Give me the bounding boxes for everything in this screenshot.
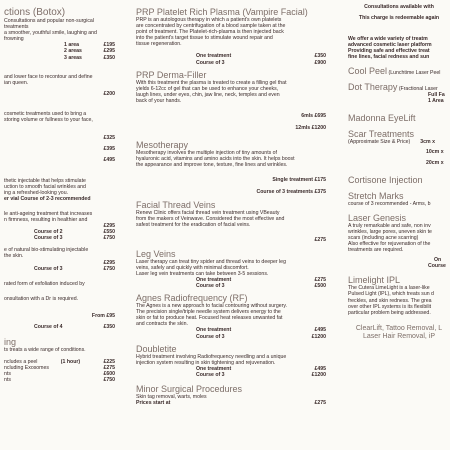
leg-text: Laser therapy can treat tiny spider and thread veins to deeper leg — [136, 258, 286, 265]
leg-price-row: One treatment £275 — [196, 276, 326, 283]
prp-text: are concentrated by centrifugation of a blood sample taken at the — [136, 23, 286, 30]
anti-ageing-price-row: Course of 2 £550 — [34, 229, 115, 236]
dot-therapy-row — [348, 82, 450, 92]
leg-price-row: Course of 3 £500 — [196, 282, 326, 289]
limelight-text: The Cutera LimeLight is a laser-like — [348, 285, 430, 292]
limelight-text: Pulsed Light (IPL), which treats sun d — [348, 291, 434, 298]
doubletite-heading: Doubletite — [136, 343, 177, 354]
leg-veins-heading: Leg Veins — [136, 248, 176, 259]
botox-intro-1: Consultations and popular non-surgical treatments — [4, 18, 94, 31]
from-price: From £95 — [91, 313, 115, 320]
hyaluronic-text-1: thetic injectable that helps stimulate — [4, 177, 86, 184]
lower-face-text-2: ian queen. — [4, 79, 29, 86]
offer-line: fine lines, facial redness and sun — [348, 53, 430, 60]
cosmetic-price: £325 — [103, 134, 115, 141]
agnes-price-row: Course of 3 £1200 — [196, 333, 326, 340]
derma-text: laugh lines, under eyes, chin, jaw line, neck, temples and even — [136, 91, 280, 98]
footer-line: ClearLift, Tattoo Removal, L — [355, 324, 443, 332]
dot-option: Full Fa — [428, 92, 445, 99]
agnes-text: The precision single/triple needle system delivers energy to the — [136, 309, 281, 316]
madonna-heading: Madonna EyeLift — [348, 113, 416, 124]
genesis-text: Also effective for rejuvenation of the — [348, 240, 431, 247]
doubletite-text: injection system resulting in skin tightening and rejuvenation. — [136, 359, 276, 366]
agnes-price-row: One treatment £495 — [196, 327, 326, 334]
cortisone-heading: Cortisone Injection — [348, 174, 423, 185]
meso-price: Course of 3 treatments £375 — [256, 188, 326, 195]
meso-price: Single treatment £175 — [272, 177, 326, 184]
agnes-text: The Agnes is a new approach to facial contouring without surgery. — [136, 303, 288, 310]
mesotherapy-heading: Mesotherapy — [136, 139, 189, 150]
limelight-text: freckles, and skin redness. The grea — [348, 297, 432, 304]
dot-therapy-sub: (Fractional Laser — [398, 86, 438, 93]
anti-ageing-text-1: le anti-ageing treatment that increases — [4, 210, 93, 217]
genesis-option: Course — [428, 263, 446, 270]
derma-text: yields 6-12cc of gel that can be used to enhance your cheeks, — [136, 85, 279, 92]
peel-price-row: ncluding Exosomes £275 — [4, 364, 115, 371]
veins-text: Renew Clinic offers facial thread vein treatment using VBeauty — [136, 209, 280, 216]
consultation-note: onsultation with a Dr is required. — [4, 295, 79, 302]
lower-face-text-1: and lower face to recontour and define — [4, 73, 93, 80]
derma-text: With this treatment the plasma is treated to create a filling gel that — [136, 79, 287, 86]
meso-text: the appearance and improve tone, texture, fine lines and wrinkles. — [136, 161, 288, 168]
anti-ageing-price-row: £295 — [103, 223, 115, 230]
veins-text: from the makers of Veinwave. Considered the most effective and — [136, 215, 285, 222]
peel-price-row: ncludes a peel (1 hour) £225 — [4, 358, 115, 365]
hyaluronic-text-3: ing a refreshed-looking you. — [4, 189, 69, 196]
offer-line: We offer a wide variety of treatm — [348, 35, 428, 42]
laser-genesis-heading: Laser Genesis — [348, 212, 407, 223]
leg-text: Laser leg vein treatments can take between 3-5 sessions. — [136, 270, 269, 277]
anti-ageing-text-2: n firmness, resulting in healthier and — [4, 217, 88, 223]
anti-ageing-price-row: Course of 3 £750 — [34, 235, 115, 242]
limelight-text: particular problem being addressed. — [348, 309, 431, 316]
offer-line: advanced cosmetic laser platform — [348, 41, 432, 48]
course4-price-row: Course of 4 £350 — [34, 324, 115, 331]
limelight-text: over other IPL systems is its flexibilit — [348, 303, 432, 310]
biostim-price-row: Course of 3 £750 — [34, 265, 115, 272]
derma-price: 6mls £695 — [301, 113, 326, 120]
cosmetic-price: £395 — [103, 145, 115, 152]
genesis-text: wrinkles, large pores, uneven skin te — [348, 228, 432, 235]
thread-veins-heading: Facial Thread Veins — [136, 199, 216, 210]
cool-peel-sub: (Lunchtime Laser Peel — [388, 69, 441, 76]
cosmetic-text-1: cosmetic treatments used to bring a — [4, 111, 87, 118]
footer-line: Laser Hair Removal, iP — [363, 332, 435, 340]
stretch-text: course of 3 recommended - Arms, b — [348, 200, 431, 207]
scar-size: 10cm x — [426, 149, 444, 156]
botox-price-row: 1 area £195 — [64, 42, 115, 49]
vial-note: er vial Course of 2-3 recommended — [4, 195, 91, 202]
genesis-text: treatments are required. — [348, 247, 404, 254]
minor-surgical-heading: Minor Surgical Procedures — [136, 383, 243, 394]
biostim-text-2: the skin. — [4, 253, 24, 260]
laser-column — [348, 0, 450, 450]
derma-filler-heading: PRP Derma-Filler — [136, 69, 207, 80]
minor-text: Skin tag removal, warts, moles — [136, 393, 207, 400]
exfoliation-text: rated form of exfoliation induced by — [4, 280, 85, 287]
botox-heading: ctions (Botox) — [4, 7, 66, 18]
prp-price-row: One treatment £350 — [196, 53, 326, 60]
peel-price-row: nts £750 — [4, 376, 115, 383]
dot-therapy-heading: Dot Therapy — [348, 82, 398, 93]
genesis-text: scars (including acne scarring) — [348, 234, 419, 241]
agnes-text: and contracts the skin. — [136, 321, 188, 328]
dot-option: 1 Area — [428, 98, 444, 105]
prp-column — [136, 0, 326, 450]
scar-sub: (Approximate Size & Price) 3cm x — [348, 139, 435, 146]
prp-text: into the patient's target tissue to stimulate wound repair and — [136, 35, 273, 42]
prp-text: PRP is an autologous therapy in which a patient's own platelets — [136, 17, 282, 23]
genesis-text: A truly remarkable and safe, non inv — [348, 222, 431, 229]
stretch-marks-heading: Stretch Marks — [348, 190, 404, 201]
peel-price-row: nts £600 — [4, 370, 115, 377]
peel-text: ts treats a wide range of conditions. — [4, 346, 86, 353]
meso-text: Mesotherapy involves the multiple injection of tiny amounts of — [136, 149, 277, 156]
offer-line: Providing safe and effective treat — [348, 47, 430, 54]
cool-peel-heading: Cool Peel — [348, 65, 388, 76]
leg-text: veins, safely and quickly with minimal discomfort. — [136, 264, 249, 271]
botox-price-row: 3 areas £350 — [64, 54, 115, 61]
cosmetic-price: £495 — [103, 157, 115, 164]
botox-price-row: 2 areas £295 — [64, 48, 115, 55]
prp-price-row: Course of 3 £900 — [196, 59, 326, 66]
botox-intro-2: a smoother, youthful smile, laughing and frowning — [4, 30, 97, 43]
prp-text: point of treatment. The Platelet-rich-plasma is then injected back — [136, 29, 284, 36]
cool-peel-row — [348, 66, 450, 76]
botox-column — [0, 0, 115, 450]
lower-face-price: £200 — [103, 91, 115, 98]
meso-text: hyaluronic acid, vitamins and amino acids into the skin. It helps boost — [136, 155, 295, 162]
doubletite-price-row: Course of 3 £1200 — [196, 371, 326, 378]
agnes-text: skin or fat to produce heat. Focused heat releases unwanted fat — [136, 315, 283, 322]
prp-text: tissue regeneration. — [136, 41, 182, 48]
prp-heading: PRP Platelet Rich Plasma (Vampire Facial) — [136, 7, 308, 17]
peel-heading: ing — [4, 336, 17, 347]
doubletite-text: Hybrid treatment involving Radiofrequency needling and a unique — [136, 353, 287, 360]
derma-text: back of your hands. — [136, 97, 182, 104]
cosmetic-text-2: storing volume or fullness to your face, — [4, 117, 93, 124]
scar-heading: Scar Treatments — [348, 129, 415, 140]
agnes-heading: Agnes Radiofrequency (RF) — [136, 293, 248, 304]
consultation-line: Consultations available with — [364, 4, 434, 10]
derma-price: 12mls £1200 — [295, 124, 326, 131]
consultation-line: This charge is redeemable again — [358, 15, 440, 22]
doubletite-price-row: One treatment £495 — [196, 365, 326, 372]
biostim-price-row: £295 — [103, 259, 115, 266]
limelight-heading: Limelight IPL — [348, 275, 401, 286]
hyaluronic-text-2: uction to smooth facial wrinkles and — [4, 183, 86, 190]
veins-text: safest treatment for the eradication of facial veins. — [136, 222, 251, 228]
scar-size: 20cm x — [426, 159, 444, 166]
biostim-text-1: e of natural bio-stimulating injectable — [4, 247, 89, 254]
genesis-option: On — [434, 257, 442, 264]
veins-price: £275 — [314, 237, 326, 244]
minor-price-row: Prices start at £275 — [136, 400, 326, 407]
